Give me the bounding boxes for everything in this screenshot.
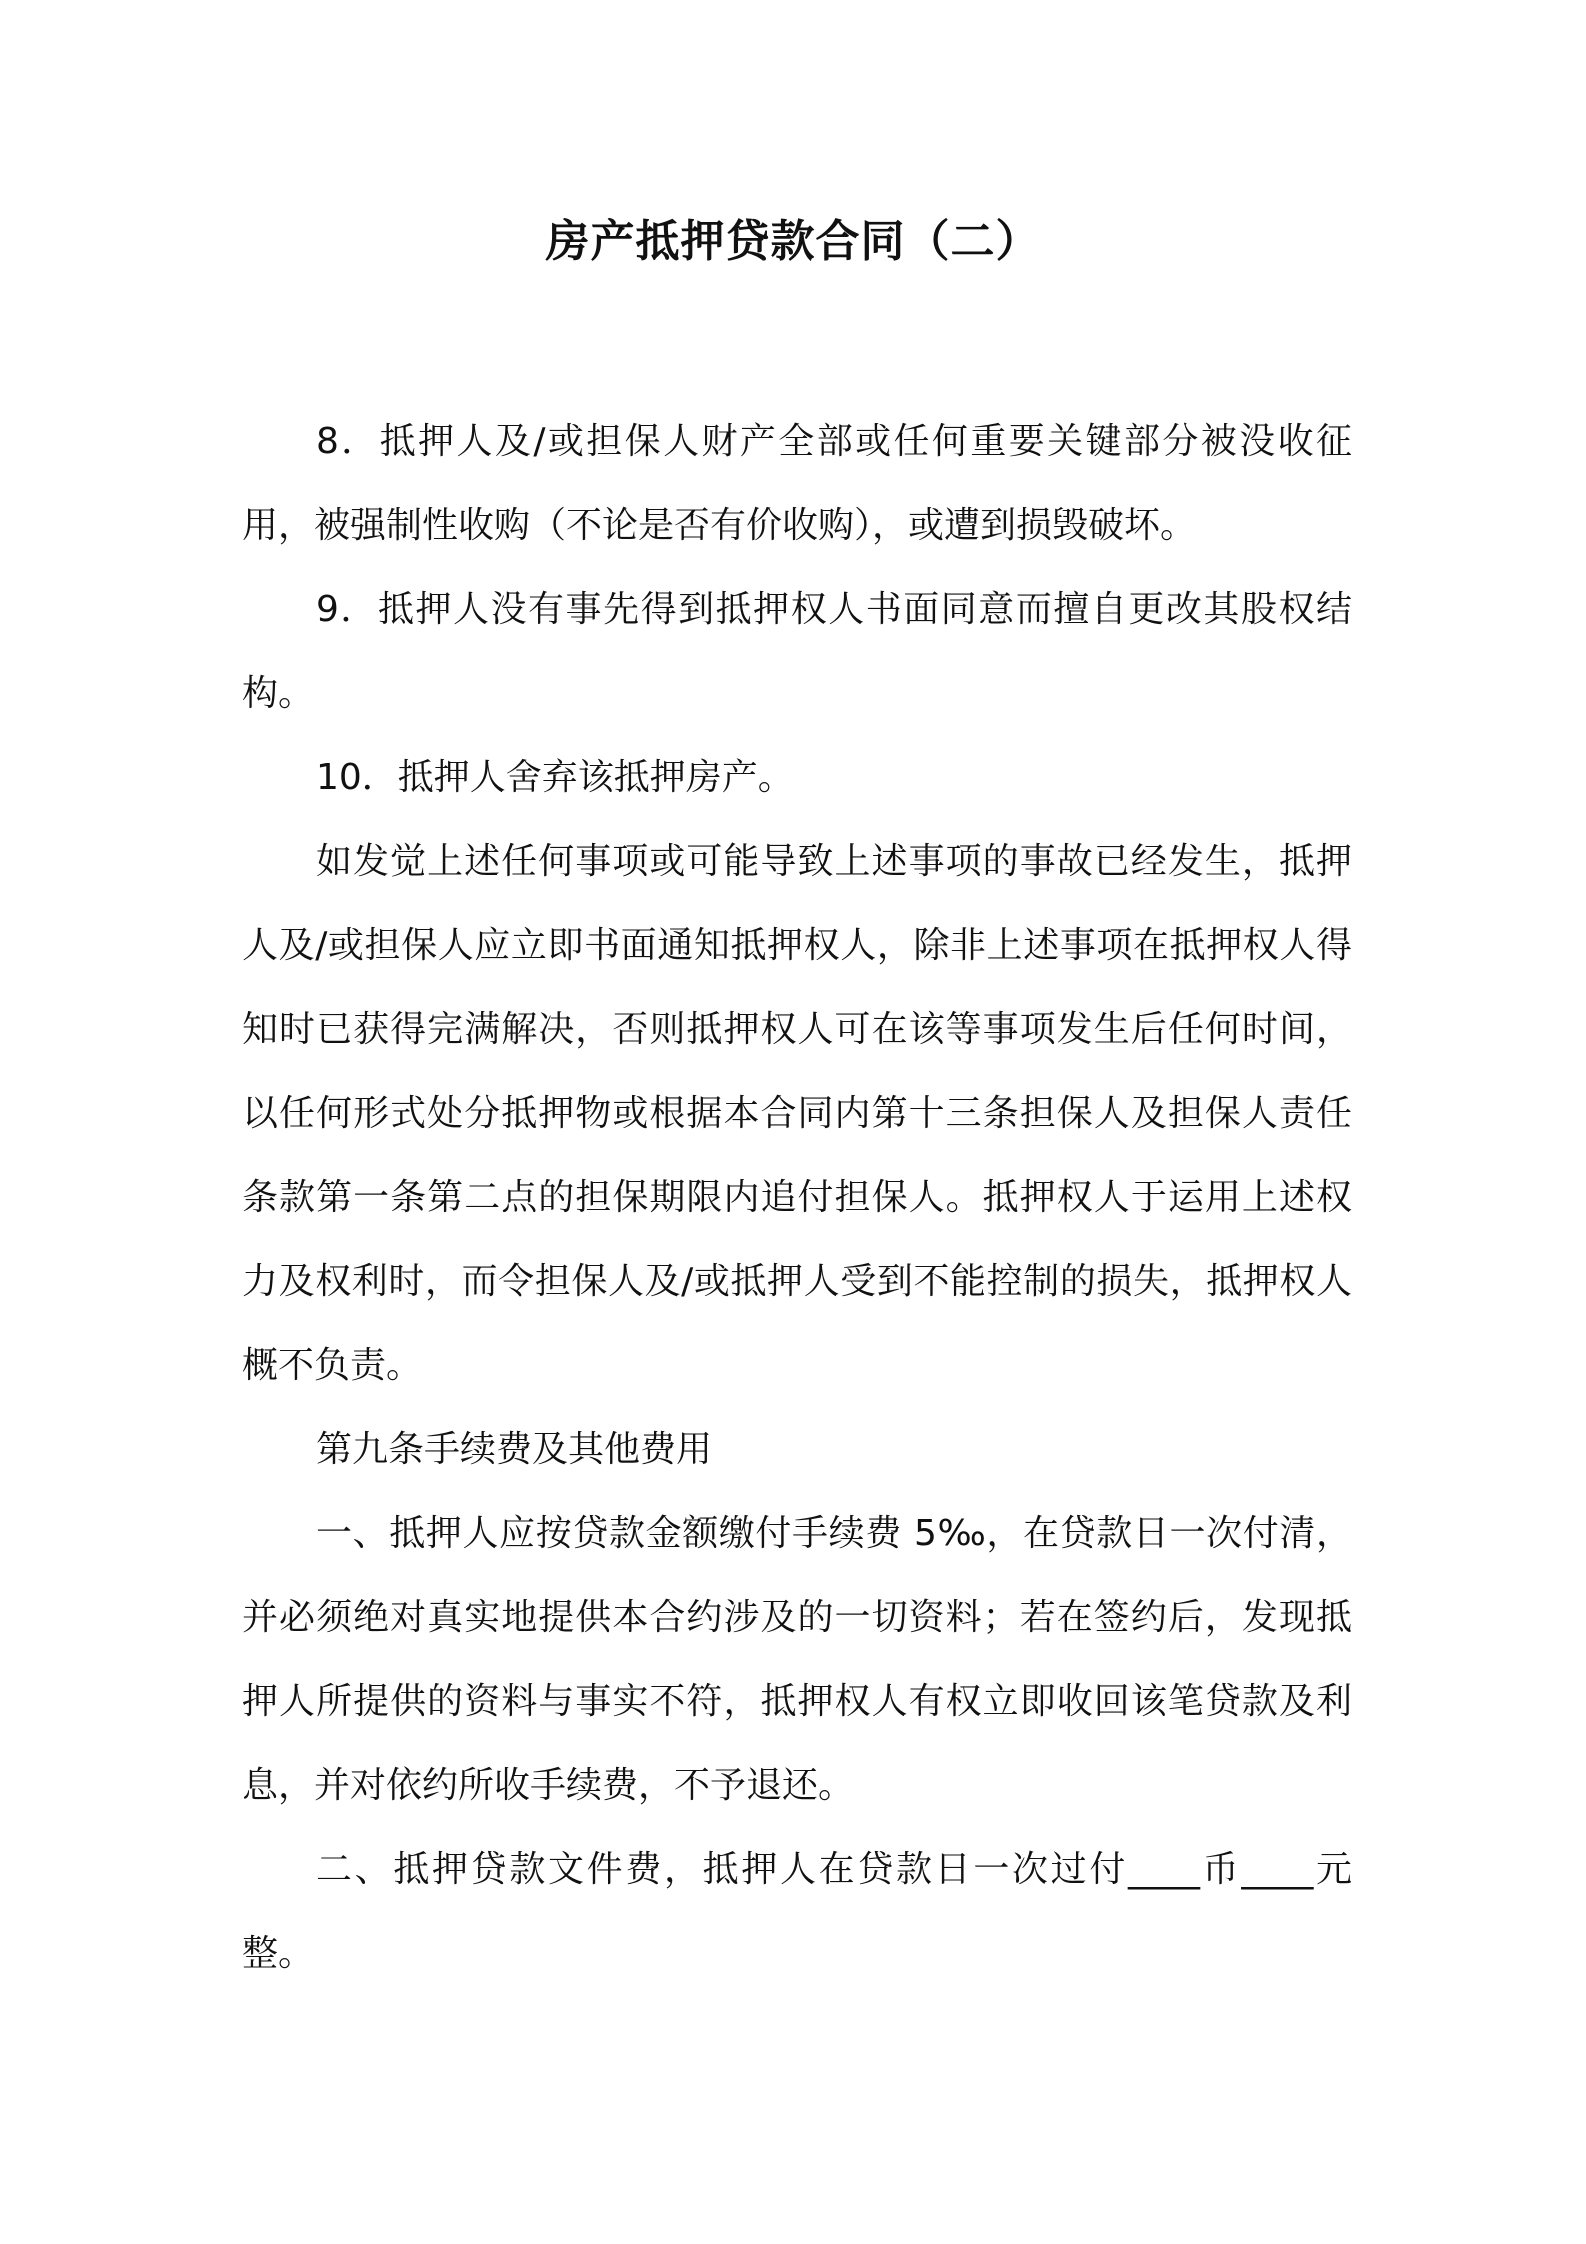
section-heading-article-9: 第九条手续费及其他费用 xyxy=(316,1429,713,1470)
document-body xyxy=(242,400,1352,1996)
paragraph-clause-10: 10．抵押人舍弃该抵押房产。 xyxy=(316,757,794,798)
document-title: 房产抵押贷款合同（二） xyxy=(545,216,1041,267)
paragraph-clause-9: 9．抵押人没有事先得到抵押权人书面同意而擅自更改其股权结构。 xyxy=(242,589,1352,714)
paragraph-clause-8: 8．抵押人及/或担保人财产全部或任何重要关键部分被没收征用，被强制性收购（不论是否有价收购），或遭到损毁破坏。 xyxy=(242,421,1352,546)
paragraph-notice: 如发觉上述任何事项或可能导致上述事项的事故已经发生，抵押人及/或担保人应立即书面通知抵押权人，除非上述事项在抵押权人得知时已获得完满解决，否则抵押权人可在该等事项发生后任何时间，以任何形式处分抵押物或根据本合同内第十三条担保人及担保人责任条款第一条第二点的担保期限内追付担保人。抵押权人于运用上述权力及权利时，而令担保人及/或抵押人受到不能控制的损失，抵押权人概不负责。 xyxy=(242,841,1352,1386)
paragraph-fee-2: 二、抵押贷款文件费，抵押人在贷款日一次过付____币____元整。 xyxy=(242,1849,1352,1974)
paragraph-fee-1: 一、抵押人应按贷款金额缴付手续费 5‰，在贷款日一次付清，并必须绝对真实地提供本合约涉及的一切资料；若在签约后，发现抵押人所提供的资料与事实不符，抵押权人有权立即收回该笔贷款及利息，并对依约所收手续费，不予退还。 xyxy=(242,1513,1352,1806)
